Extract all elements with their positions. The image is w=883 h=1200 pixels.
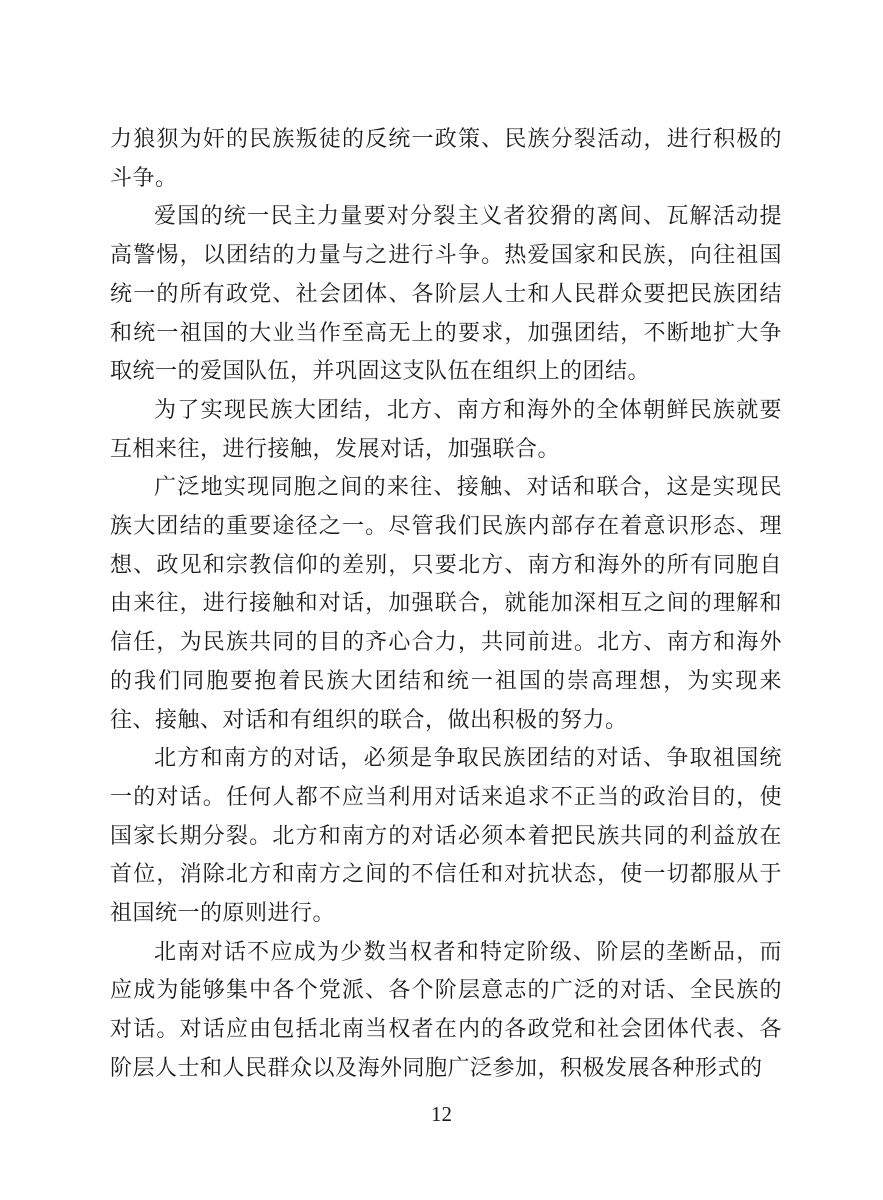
paragraph-2: 爱国的统一民主力量要对分裂主义者狡猾的离间、瓦解活动提高警惕，以团结的力量与之进行斗争。热爱国家和民族，向往祖国统一的所有政党、社会团体、各阶层人士和人民群众要把民族团结和统一祖国的大业当作至高无上的要求，加强团结，不断地扩大争取统一的爱国队伍，并巩固这支队伍在组织上的团结。 (110, 204, 782, 385)
document-body (110, 121, 782, 1089)
page-number: 12 (431, 1102, 452, 1126)
paragraph-4: 广泛地实现同胞之间的来往、接触、对话和联合，这是实现民族大团结的重要途径之一。尽管我们民族内部存在着意识形态、理想、政见和宗教信仰的差别，只要北方、南方和海外的所有同胞自由来往，进行接触和对话，加强联合，就能加深相互之间的理解和信任，为民族共同的目的齐心合力，共同前进。北方、南方和海外的我们同胞要抱着民族大团结和统一祖国的崇高理想，为实现来往、接触、对话和有组织的联合，做出积极的努力。 (110, 475, 782, 733)
paragraph-3: 为了实现民族大团结，北方、南方和海外的全体朝鲜民族就要互相来往，进行接触，发展对话，加强联合。 (110, 397, 782, 462)
paragraph-6: 北南对话不应成为少数当权者和特定阶级、阶层的垄断品，而应成为能够集中各个党派、各个阶层意志的广泛的对话、全民族的对话。对话应由包括北南当权者在内的各政党和社会团体代表、各阶层人士和人民群众以及海外同胞广泛参加，积极发展各种形式的 (110, 939, 782, 1081)
paragraph-5: 北方和南方的对话，必须是争取民族团结的对话、争取祖国统一的对话。任何人都不应当利用对话来追求不正当的政治目的，使国家长期分裂。北方和南方的对话必须本着把民族共同的利益放在首位，消除北方和南方之间的不信任和对抗状态，使一切都服从于祖国统一的原则进行。 (110, 746, 782, 927)
paragraph-1: 力狼狈为奸的民族叛徒的反统一政策、民族分裂活动，进行积极的斗争。 (110, 127, 782, 191)
